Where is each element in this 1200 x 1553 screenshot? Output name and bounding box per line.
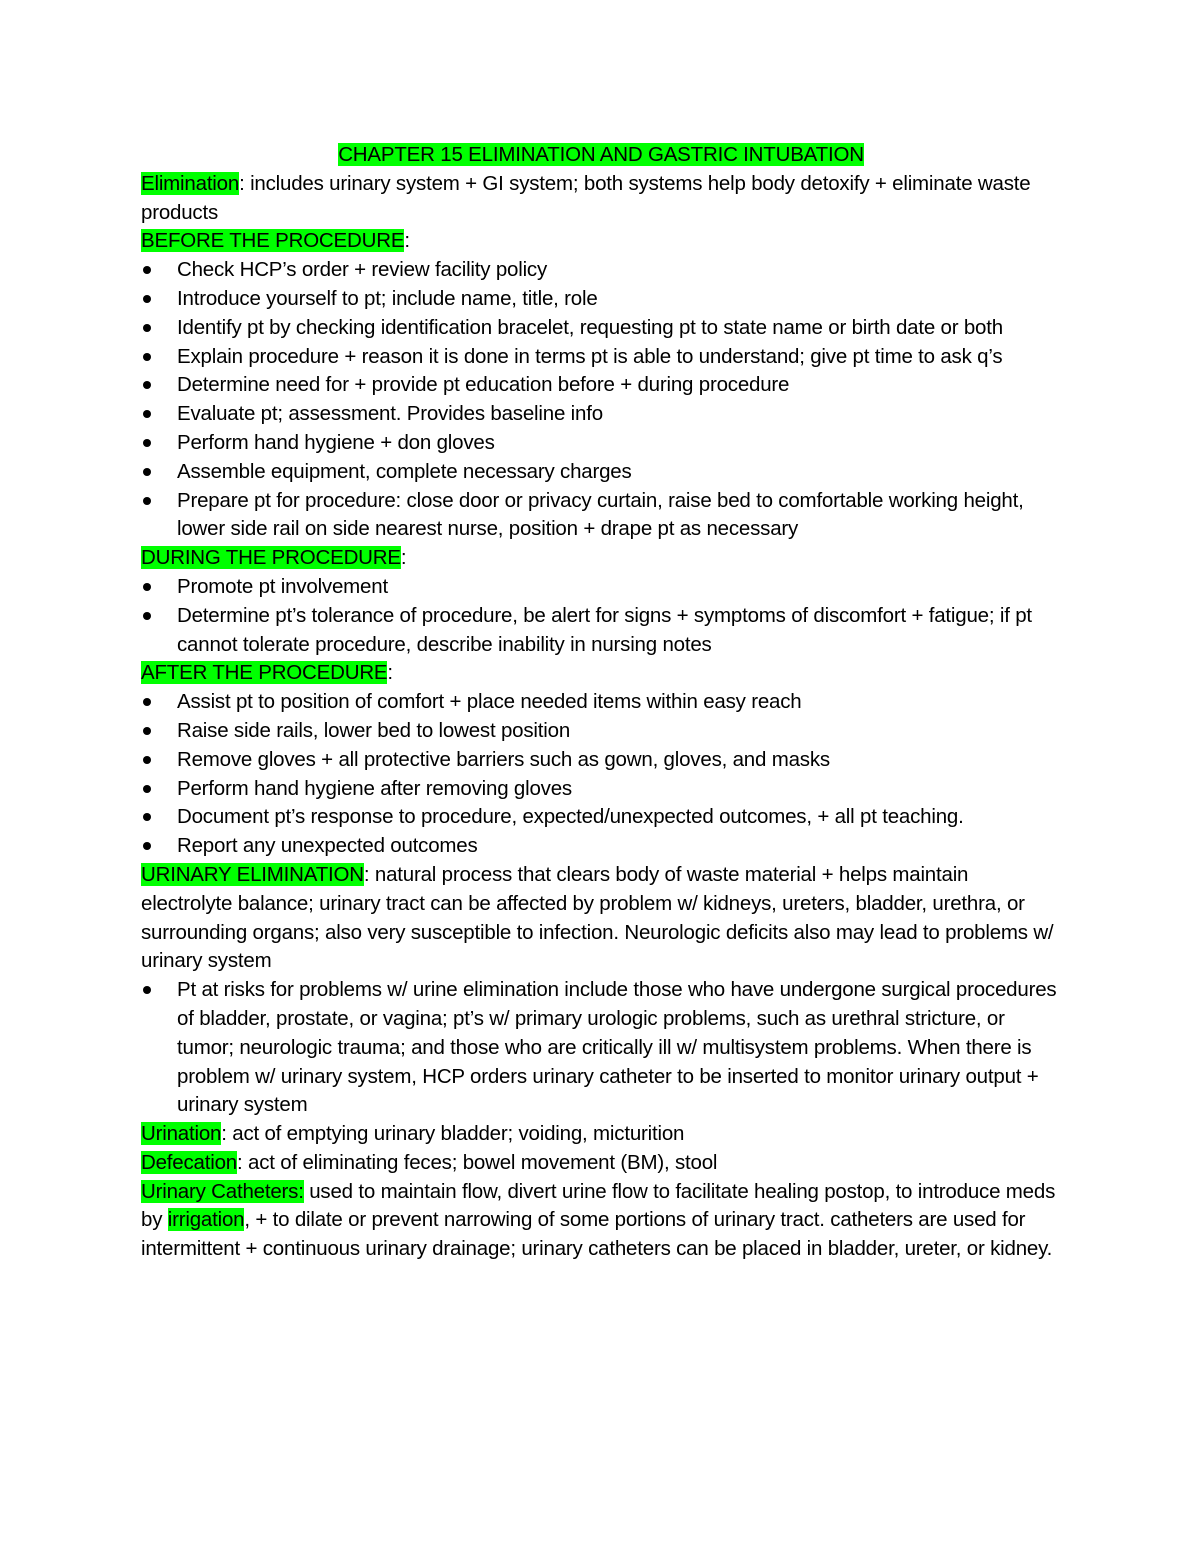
list-item-text: Explain procedure + reason it is done in terms pt is able to understand; give pt time to ask q’s bbox=[177, 344, 1003, 368]
before-heading-colon: : bbox=[404, 229, 410, 253]
list-item-text: Perform hand hygiene + don gloves bbox=[177, 430, 495, 454]
before-heading-highlight: BEFORE THE PROCEDURE bbox=[141, 229, 405, 253]
elimination-term: Elimination bbox=[141, 171, 240, 195]
list-item-text: Remove gloves + all protective barriers such as gown, gloves, and masks bbox=[177, 747, 830, 771]
bullet-icon bbox=[143, 410, 151, 418]
list-item-text: Introduce yourself to pt; include name, title, role bbox=[177, 286, 598, 310]
bullet-icon bbox=[143, 295, 151, 303]
bullet-icon bbox=[143, 439, 151, 447]
bullet-icon bbox=[143, 785, 151, 793]
during-heading-colon: : bbox=[400, 546, 407, 570]
list-item bbox=[141, 573, 1061, 602]
list-item bbox=[141, 717, 1061, 746]
after-heading-highlight: AFTER THE PROCEDURE bbox=[141, 661, 388, 685]
list-item-text: Assist pt to position of comfort + place needed items within easy reach bbox=[177, 690, 802, 714]
after-list bbox=[141, 688, 1061, 861]
bullet-icon bbox=[143, 583, 151, 591]
urinary-elimination-text: : natural process that clears body of waste material + helps maintain electrolyte balance; urinary tract can be affected by problem w/ kidneys, ureters, bladder, urethra, or surrounding organs; also very susceptible to infection. Neurologic deficits also may lead to problems w/ urinary system bbox=[141, 862, 1054, 973]
list-item bbox=[141, 832, 1061, 861]
list-item-text: Determine need for + provide pt education before + during procedure bbox=[177, 373, 790, 397]
urinary-elimination-definition bbox=[141, 861, 1061, 976]
list-item-text: Pt at risks for problems w/ urine elimination include those who have undergone surgical procedures of bladder, prostate, or vagina; pt’s w/ primary urologic problems, such as urethral stricture, or tumor; neurologic trauma; and those who are critically ill w/ multisystem problems. When there is problem w/ urinary system, HCP orders urinary catheter to be inserted to monitor urinary output + urinary system bbox=[177, 978, 1057, 1117]
list-item-text: Assemble equipment, complete necessary charges bbox=[177, 459, 632, 483]
urination-term: Urination bbox=[141, 1122, 222, 1146]
list-item bbox=[141, 803, 1061, 832]
list-item-text: Promote pt involvement bbox=[177, 574, 388, 598]
list-item-text: Report any unexpected outcomes bbox=[177, 834, 478, 858]
list-item bbox=[141, 458, 1061, 487]
before-list bbox=[141, 256, 1061, 544]
bullet-icon bbox=[143, 353, 151, 361]
urinary-elimination-term: URINARY ELIMINATION bbox=[141, 862, 364, 886]
bullet-icon bbox=[143, 813, 151, 821]
list-item-text: Determine pt’s tolerance of procedure, be alert for signs + symptoms of discomfort + fatigue; if pt cannot tolerate procedure, describe inability in nursing notes bbox=[177, 603, 1032, 656]
bullet-icon bbox=[143, 324, 151, 332]
list-item bbox=[141, 256, 1061, 285]
bullet-icon bbox=[143, 381, 151, 389]
list-item-text: Evaluate pt; assessment. Provides baseline info bbox=[177, 402, 603, 426]
list-item bbox=[141, 976, 1061, 1120]
defecation-definition bbox=[141, 1149, 1061, 1178]
irrigation-term: irrigation bbox=[167, 1208, 245, 1232]
catheters-definition bbox=[141, 1178, 1061, 1264]
elimination-text: : includes urinary system + GI system; both systems help body detoxify + eliminate waste products bbox=[141, 171, 1031, 224]
bullet-icon bbox=[143, 986, 151, 994]
bullet-icon bbox=[143, 612, 151, 620]
defecation-term: Defecation bbox=[141, 1150, 238, 1174]
bullet-icon bbox=[143, 756, 151, 764]
defecation-text: : act of eliminating feces; bowel movement (BM), stool bbox=[237, 1150, 718, 1174]
list-item bbox=[141, 371, 1061, 400]
catheters-text-b: , + to dilate or prevent narrowing of some portions of urinary tract. catheters are used for intermittent + continuous urinary drainage; urinary catheters can be placed in bladder, ureter, or kidney. bbox=[141, 1208, 1053, 1261]
before-heading bbox=[141, 227, 1061, 256]
list-item bbox=[141, 285, 1061, 314]
list-item bbox=[141, 602, 1061, 660]
after-heading-colon: : bbox=[387, 661, 393, 685]
document-page bbox=[141, 141, 1061, 1264]
urinary-elimination-list bbox=[141, 976, 1061, 1120]
during-list bbox=[141, 573, 1061, 659]
list-item-text: Raise side rails, lower bed to lowest position bbox=[177, 718, 571, 742]
bullet-icon bbox=[143, 468, 151, 476]
bullet-icon bbox=[143, 497, 151, 505]
bullet-icon bbox=[143, 727, 151, 735]
list-item-text: Perform hand hygiene after removing gloves bbox=[177, 776, 572, 800]
list-item bbox=[141, 314, 1061, 343]
catheters-text-a: used to maintain flow, divert urine flow to facilitate healing postop, to introduce meds by bbox=[141, 1179, 1056, 1232]
chapter-title-highlight: CHAPTER 15 ELIMINATION AND GASTRIC INTUBATION bbox=[338, 143, 864, 166]
during-heading-highlight: DURING THE PROCEDURE bbox=[141, 546, 401, 570]
bullet-icon bbox=[143, 842, 151, 850]
list-item-text: Document pt’s response to procedure, expected/unexpected outcomes, + all pt teaching. bbox=[177, 805, 964, 829]
catheters-term: Urinary Catheters: bbox=[141, 1179, 304, 1203]
elimination-definition bbox=[141, 170, 1061, 228]
list-item bbox=[141, 487, 1061, 545]
bullet-icon bbox=[143, 698, 151, 706]
chapter-title bbox=[141, 141, 1061, 170]
list-item-text: Prepare pt for procedure: close door or privacy curtain, raise bed to comfortable working height, lower side rail on side nearest nurse, position + drape pt as necessary bbox=[177, 488, 1024, 541]
list-item-text: Check HCP’s order + review facility policy bbox=[177, 258, 548, 282]
list-item bbox=[141, 343, 1061, 372]
list-item bbox=[141, 429, 1061, 458]
list-item bbox=[141, 746, 1061, 775]
urination-text: : act of emptying urinary bladder; voiding, micturition bbox=[221, 1122, 685, 1146]
after-heading bbox=[141, 659, 1061, 688]
list-item bbox=[141, 775, 1061, 804]
urination-definition bbox=[141, 1120, 1061, 1149]
bullet-icon bbox=[143, 266, 151, 274]
list-item bbox=[141, 688, 1061, 717]
list-item bbox=[141, 400, 1061, 429]
list-item-text: Identify pt by checking identification bracelet, requesting pt to state name or birth date or both bbox=[177, 315, 1003, 339]
during-heading bbox=[141, 544, 1061, 573]
